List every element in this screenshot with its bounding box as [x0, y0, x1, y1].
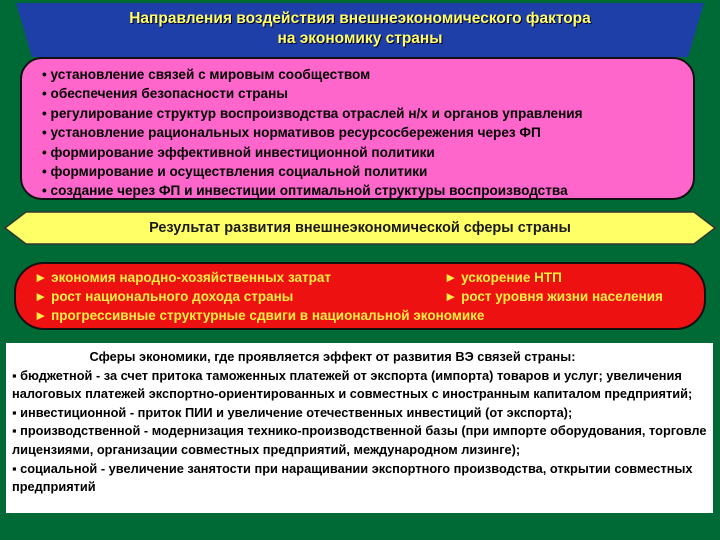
effect-item: ► рост национального дохода страны [34, 289, 294, 304]
effect-item: ► ускорение НТП [444, 270, 562, 285]
sphere-item: ▪ социальной - увеличение занятости при наращивании экспортного производства, открытии совместных предприятий [12, 460, 693, 495]
header-title [16, 9, 704, 49]
directions-item: • формирование эффективной инвестиционной политики [42, 144, 435, 160]
result-title: Результат развития внешнеэкономической сферы страны [149, 220, 571, 236]
directions-item: • обеспечения безопасности страны [42, 86, 288, 102]
sphere-item: ▪ бюджетной - за счет притока таможенных платежей от экспорта (импорта) товаров и услуг; увеличения налоговых платежей экспортно-ориентированных и совместных с иностранным капиталом предприятий; [12, 367, 693, 402]
header-banner [16, 3, 704, 57]
directions-item: • установление рациональных нормативов ресурсосбережения через ФП [42, 125, 541, 141]
directions-item: • регулирование структур воспроизводства отраслей н/х и органов управления [42, 105, 583, 121]
directions-list [22, 59, 693, 201]
directions-item: • создание через ФП и инвестиции оптимальной структуры воспроизводства [42, 183, 568, 199]
result-banner [4, 211, 716, 245]
header-title-line1: Направления воздействия внешнеэкономического фактора [129, 10, 591, 27]
spheres-title: Сферы экономики, где проявляется эффект от развития ВЭ связей страны: [89, 349, 576, 364]
effects-box [14, 262, 706, 330]
directions-box [20, 57, 695, 200]
header-title-line2: на экономику страны [277, 30, 443, 47]
spheres-box [6, 343, 713, 513]
effect-item: ► прогрессивные структурные сдвиги в национальной экономике [34, 308, 485, 323]
directions-item: • формирование и осуществления социальной политики [42, 164, 428, 180]
sphere-item: ▪ производственной - модернизация технико-производственной базы (при импорте оборудования, торговле лицензиями, организации совместных предприятий, международном лизинге); [12, 423, 707, 457]
sphere-item: ▪ инвестиционной - приток ПИИ и увеличение отечественных инвестиций (от экспорта); [12, 404, 573, 420]
effect-item: ► рост уровня жизни населения [444, 289, 663, 304]
directions-item: • установление связей с мировым сообществом [42, 67, 371, 82]
effect-item: ► экономия народно-хозяйственных затрат [34, 270, 331, 285]
